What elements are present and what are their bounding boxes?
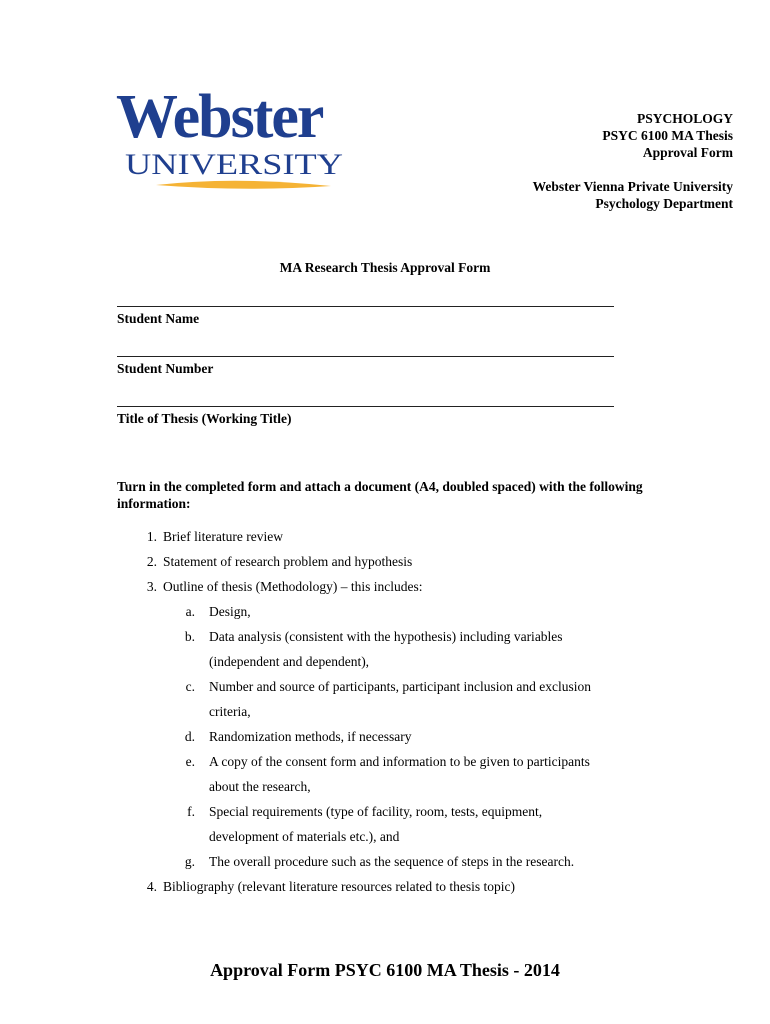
list-item-text: Brief literature review	[163, 529, 283, 544]
sub-item-text: Special requirements (type of facility, room, tests, equipment,	[209, 804, 543, 819]
sub-item-letter: d.	[184, 729, 195, 744]
logo-gold-swoosh	[156, 181, 331, 189]
list-item-number: 1.	[146, 529, 157, 544]
header-gap	[533, 161, 733, 178]
sub-list-item-continuation	[117, 652, 677, 677]
header-info	[533, 110, 733, 212]
list-item-text: Outline of thesis (Methodology) – this includes:	[163, 579, 423, 594]
sub-item-text-continued: development of materials etc.), and	[209, 829, 400, 844]
sub-item-letter: g.	[184, 854, 195, 869]
footer-title: Approval Form PSYC 6100 MA Thesis - 2014	[210, 960, 560, 980]
sub-list-item	[117, 752, 677, 777]
webster-university-logo	[116, 82, 348, 198]
sub-item-text-continued: (independent and dependent),	[209, 654, 370, 669]
student-number-field[interactable]	[117, 356, 614, 377]
sub-list-item	[117, 727, 677, 752]
list-item-number: 4.	[146, 879, 157, 894]
header-form-name: Approval Form	[642, 145, 733, 160]
student-number-label: Student Number	[117, 361, 214, 376]
sub-item-text: A copy of the consent form and information to be given to participants	[209, 754, 590, 769]
sub-item-text: Design,	[209, 604, 251, 619]
header-university: Webster Vienna Private University	[532, 179, 733, 194]
sub-list-item	[117, 852, 677, 877]
logo-webster-text: Webster	[116, 83, 323, 151]
list-item	[117, 527, 677, 552]
student-name-line[interactable]	[117, 306, 614, 307]
logo-university-text: UNIVERSITY	[125, 148, 343, 181]
list-item	[117, 577, 677, 602]
thesis-title-line[interactable]	[117, 406, 614, 407]
sub-item-letter: e.	[185, 754, 195, 769]
student-name-field[interactable]	[117, 306, 614, 327]
sub-item-letter: b.	[184, 629, 195, 644]
sub-list-item	[117, 627, 677, 652]
list-item-number: 2.	[146, 554, 157, 569]
thesis-title-label: Title of Thesis (Working Title)	[117, 411, 292, 426]
sub-list-item-continuation	[117, 827, 677, 852]
sub-list-item-continuation	[117, 777, 677, 802]
sub-item-letter: c.	[185, 679, 195, 694]
sub-item-letter: a.	[185, 604, 195, 619]
list-item-number: 3.	[146, 579, 157, 594]
sub-list-item	[117, 677, 677, 702]
thesis-title-field[interactable]	[117, 406, 614, 427]
sub-list-item	[117, 602, 677, 627]
requirements-list	[117, 527, 677, 902]
list-item-text: Statement of research problem and hypothesis	[163, 554, 413, 569]
sub-item-text: The overall procedure such as the sequence of steps in the research.	[209, 854, 575, 869]
header-course: PSYC 6100 MA Thesis	[602, 128, 733, 143]
sub-item-text: Data analysis (consistent with the hypothesis) including variables	[209, 629, 563, 644]
header-department: PSYCHOLOGY	[636, 111, 733, 126]
sub-item-text: Randomization methods, if necessary	[209, 729, 412, 744]
student-number-line[interactable]	[117, 356, 614, 357]
list-item	[117, 552, 677, 577]
list-item-text: Bibliography (relevant literature resources related to thesis topic)	[163, 879, 515, 894]
sub-item-text: Number and source of participants, participant inclusion and exclusion	[209, 679, 592, 694]
sub-item-letter: f.	[187, 804, 195, 819]
form-title: MA Research Thesis Approval Form	[279, 260, 491, 275]
sub-list-item-continuation	[117, 702, 677, 727]
header-psych-dept: Psychology Department	[595, 196, 733, 211]
sub-item-text-continued: about the research,	[209, 779, 311, 794]
list-item	[117, 877, 677, 902]
instructions-text: Turn in the completed form and attach a document (A4, doubled spaced) with the following information:	[117, 479, 643, 511]
sub-list-item	[117, 802, 677, 827]
student-name-label: Student Name	[117, 311, 200, 326]
sub-item-text-continued: criteria,	[209, 704, 251, 719]
